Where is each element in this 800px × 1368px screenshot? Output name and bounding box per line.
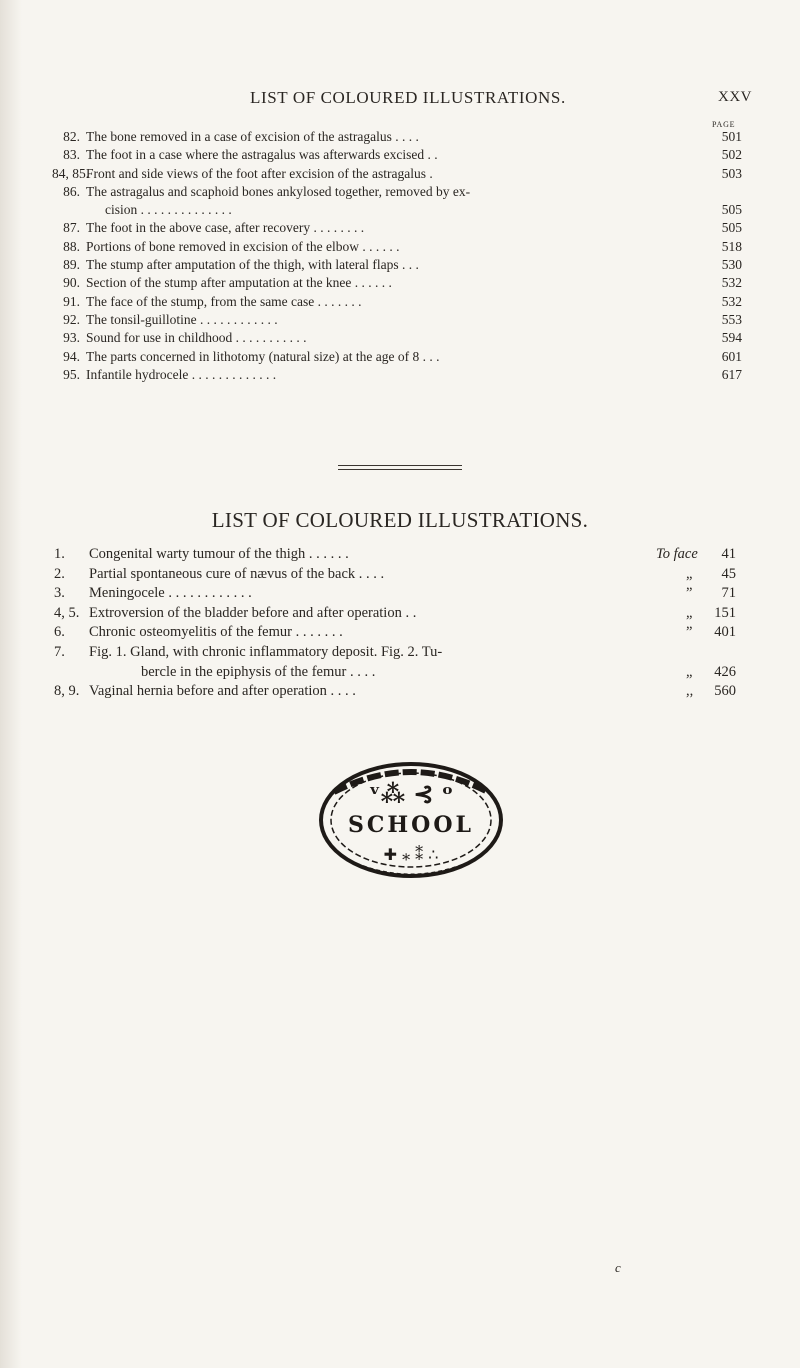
list-item bbox=[52, 682, 742, 702]
item-page-number: 401 bbox=[714, 624, 736, 641]
item-number: 4, 5. bbox=[54, 604, 80, 621]
to-face-label: ” bbox=[686, 585, 693, 602]
item-caption: Front and side views of the foot after excision of the astragalus . bbox=[86, 165, 433, 181]
svg-text:✚ ⁎ ⁑ ∴: ✚ ⁎ ⁑ ∴ bbox=[383, 845, 439, 864]
item-caption: The astragalus and scaphoid bones ankylosed together, removed by ex- bbox=[86, 183, 471, 199]
coloured-illustrations-heading: LIST OF COLOURED ILLUSTRATIONS. bbox=[211, 508, 589, 532]
item-page-number: 594 bbox=[721, 330, 742, 346]
svg-text:ᵛ⁂ ⊰ ᵒ: ᵛ⁂ ⊰ ᵒ bbox=[368, 779, 454, 808]
running-head-title: LIST OF COLOURED ILLUSTRATIONS. bbox=[250, 88, 566, 107]
item-caption: The foot in a case where the astragalus was afterwards excised . . bbox=[86, 147, 438, 163]
to-face-label: „ bbox=[686, 565, 693, 582]
item-caption: Fig. 1. Gland, with chronic inflammatory deposit. Fig. 2. Tu- bbox=[89, 643, 443, 660]
item-page-number: 560 bbox=[714, 683, 736, 700]
item-caption: The face of the stump, from the same case . . . . . . . bbox=[86, 293, 362, 309]
item-number: 83. bbox=[63, 147, 80, 163]
item-number: 90. bbox=[63, 275, 80, 291]
item-number: 88. bbox=[63, 238, 80, 254]
list-item bbox=[52, 623, 742, 643]
list-item bbox=[52, 201, 742, 219]
item-number: 6. bbox=[54, 624, 65, 641]
item-caption: cision . . . . . . . . . . . . . . bbox=[105, 202, 232, 218]
list-item bbox=[52, 238, 742, 256]
item-page-number: 530 bbox=[721, 257, 742, 273]
section-divider-line bbox=[338, 465, 462, 466]
list-item bbox=[52, 643, 742, 663]
item-caption: Chronic osteomyelitis of the femur . . . . . . . bbox=[89, 624, 343, 641]
list-item bbox=[52, 183, 742, 201]
page-spine-shadow bbox=[0, 0, 22, 1368]
item-caption: The bone removed in a case of excision of the astragalus . . . . bbox=[86, 129, 419, 144]
to-face-label: „ bbox=[686, 663, 693, 680]
item-page-number: 601 bbox=[721, 348, 742, 364]
list-item bbox=[52, 165, 742, 183]
illustration-list-continued bbox=[52, 128, 742, 384]
item-page-number: 41 bbox=[721, 546, 736, 562]
to-face-label: „ bbox=[686, 604, 693, 621]
item-page-number: 45 bbox=[721, 565, 736, 582]
list-item bbox=[52, 663, 742, 683]
item-number: 3. bbox=[54, 585, 65, 602]
list-item bbox=[52, 128, 742, 146]
item-caption: The parts concerned in lithotomy (natural size) at the age of 8 . . . bbox=[86, 348, 440, 364]
running-head bbox=[0, 88, 800, 110]
item-caption: Vaginal hernia before and after operation . . . . bbox=[89, 683, 356, 700]
coloured-illustrations-list bbox=[52, 545, 742, 702]
item-page-number: 505 bbox=[721, 202, 742, 218]
item-number: 95. bbox=[63, 366, 80, 382]
list-item bbox=[52, 366, 742, 384]
list-item bbox=[52, 565, 742, 585]
item-caption: Infantile hydrocele . . . . . . . . . . . . . bbox=[86, 366, 277, 382]
item-page-number: 502 bbox=[721, 147, 742, 163]
to-face-label: To face bbox=[656, 546, 698, 562]
item-number: 87. bbox=[63, 220, 80, 236]
item-number: 92. bbox=[63, 311, 80, 327]
list-item bbox=[52, 329, 742, 347]
library-stamp bbox=[316, 760, 506, 882]
item-page-number: 151 bbox=[714, 604, 736, 621]
item-number: 84, 85. bbox=[52, 165, 90, 181]
item-number: 91. bbox=[63, 293, 80, 309]
list-item bbox=[52, 604, 742, 624]
item-number: 94. bbox=[63, 348, 80, 364]
item-page-number: 71 bbox=[721, 585, 736, 602]
item-page-number: 553 bbox=[721, 311, 742, 327]
item-caption: The tonsil-guillotine . . . . . . . . . . . . bbox=[86, 311, 278, 327]
item-page-number: 532 bbox=[721, 275, 742, 291]
to-face-label: ,, bbox=[686, 683, 694, 700]
list-item bbox=[52, 274, 742, 292]
list-item bbox=[52, 219, 742, 237]
item-caption: Congenital warty tumour of the thigh . . . . . . bbox=[89, 546, 349, 562]
item-page-number: 501 bbox=[721, 129, 742, 144]
section-divider-line bbox=[338, 469, 462, 470]
printer-signature-mark: c bbox=[615, 1260, 621, 1275]
list-item bbox=[52, 311, 742, 329]
item-number: 93. bbox=[63, 330, 80, 346]
item-number: 86. bbox=[63, 183, 80, 199]
list-item bbox=[52, 584, 742, 604]
item-caption: bercle in the epiphysis of the femur . . . . bbox=[141, 663, 376, 680]
item-caption: Sound for use in childhood . . . . . . . . . . . bbox=[86, 330, 307, 346]
item-caption: The foot in the above case, after recovery . . . . . . . . bbox=[86, 220, 365, 236]
item-page-number: 532 bbox=[721, 293, 742, 309]
item-caption: Partial spontaneous cure of nævus of the back . . . . bbox=[89, 565, 385, 582]
stamp-text: SCHOOL bbox=[348, 812, 474, 838]
to-face-label: ” bbox=[686, 624, 693, 641]
list-item bbox=[52, 545, 742, 565]
item-caption: Extroversion of the bladder before and after operation . . bbox=[89, 604, 417, 621]
item-page-number: 505 bbox=[721, 220, 742, 236]
list-item bbox=[52, 293, 742, 311]
item-caption: Section of the stump after amputation at the knee . . . . . . bbox=[86, 275, 392, 291]
item-number: 7. bbox=[54, 643, 65, 660]
item-page-number: 426 bbox=[714, 663, 736, 680]
item-caption: Meningocele . . . . . . . . . . . . bbox=[89, 585, 252, 602]
list-item bbox=[52, 146, 742, 164]
item-number: 82. bbox=[63, 129, 80, 144]
item-number: 89. bbox=[63, 257, 80, 273]
running-head-page-number: XXV bbox=[718, 89, 752, 105]
list-item bbox=[52, 348, 742, 366]
item-caption: The stump after amputation of the thigh, with lateral flaps . . . bbox=[86, 257, 419, 273]
list-item bbox=[52, 256, 742, 274]
item-number: 1. bbox=[54, 546, 65, 562]
item-page-number: 503 bbox=[721, 165, 742, 181]
item-page-number: 617 bbox=[721, 366, 742, 382]
item-number: 2. bbox=[54, 565, 65, 582]
item-caption: Portions of bone removed in excision of the elbow . . . . . . bbox=[86, 238, 400, 254]
item-page-number: 518 bbox=[721, 238, 742, 254]
page-column-label: PAGE bbox=[712, 120, 736, 129]
item-number: 8, 9. bbox=[54, 683, 80, 700]
